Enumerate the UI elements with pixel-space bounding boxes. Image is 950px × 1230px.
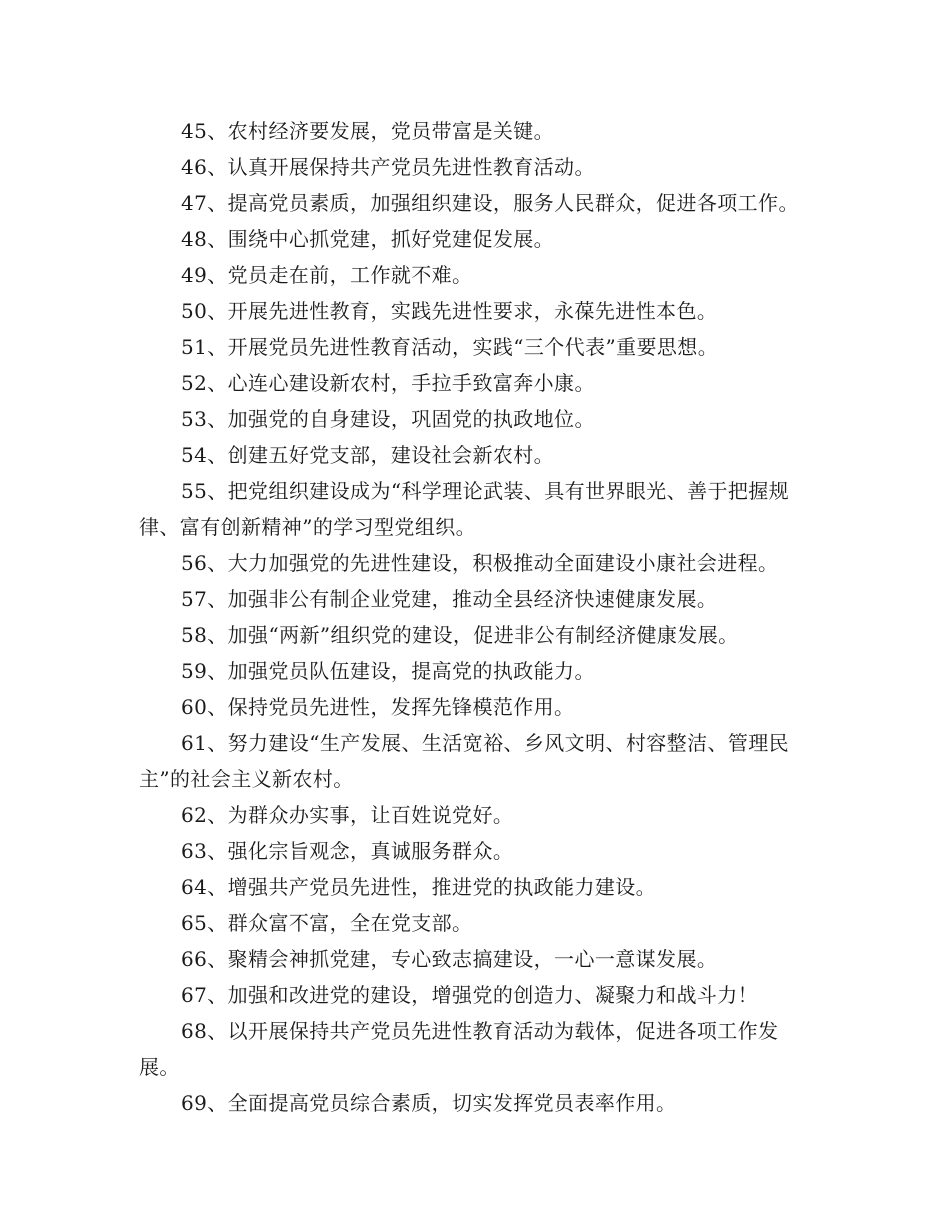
list-item: 66、聚精会神抓党建，专心致志搞建设，一心一意谋发展。 (181, 947, 718, 971)
list-item: 62、为群众办实事，让百姓说党好。 (181, 803, 514, 827)
list-item: 57、加强非公有制企业党建，推动全县经济快速健康发展。 (181, 587, 718, 611)
list-item: 48、围绕中心抓党建，抓好党建促发展。 (181, 227, 555, 251)
list-item: 58、加强“两新”组织党的建设，促进非公有制经济健康发展。 (181, 623, 739, 647)
list-item: 61、努力建设“生产发展、生活宽裕、乡风文明、村容整洁、管理民主”的社会主义新农村。 (139, 731, 790, 791)
list-item: 45、农村经济要发展，党员带富是关键。 (181, 119, 555, 143)
list-item: 65、群众富不富，全在党支部。 (181, 911, 473, 935)
slogan-list (139, 113, 819, 1121)
list-item: 55、把党组织建设成为“科学理论武装、具有世界眼光、善于把握规律、富有创新精神”的学习型党组织。 (139, 479, 790, 539)
list-item: 46、认真开展保持共产党员先进性教育活动。 (181, 155, 595, 179)
list-item: 52、心连心建设新农村，手拉手致富奔小康。 (181, 371, 595, 395)
list-item: 60、保持党员先进性，发挥先锋模范作用。 (181, 695, 575, 719)
list-item: 64、增强共产党员先进性，推进党的执政能力建设。 (181, 875, 657, 899)
list-item: 56、大力加强党的先进性建设，积极推动全面建设小康社会进程。 (181, 551, 779, 575)
list-item: 63、强化宗旨观念，真诚服务群众。 (181, 839, 514, 863)
list-item: 54、创建五好党支部，建设社会新农村。 (181, 443, 555, 467)
list-item: 49、党员走在前，工作就不难。 (181, 263, 473, 287)
list-item: 59、加强党员队伍建设，提高党的执政能力。 (181, 659, 595, 683)
list-item: 50、开展先进性教育，实践先进性要求，永葆先进性本色。 (181, 299, 718, 323)
list-item: 68、以开展保持共产党员先进性教育活动为载体，促进各项工作发展。 (139, 1019, 779, 1079)
list-item: 69、全面提高党员综合素质，切实发挥党员表率作用。 (181, 1091, 677, 1115)
list-item: 51、开展党员先进性教育活动，实践“三个代表”重要思想。 (181, 335, 719, 359)
list-item: 53、加强党的自身建设，巩固党的执政地位。 (181, 407, 595, 431)
list-item: 67、加强和改进党的建设，增强党的创造力、凝聚力和战斗力！ (181, 983, 759, 1007)
list-item: 47、提高党员素质，加强组织建设，服务人民群众，促进各项工作。 (181, 191, 799, 215)
